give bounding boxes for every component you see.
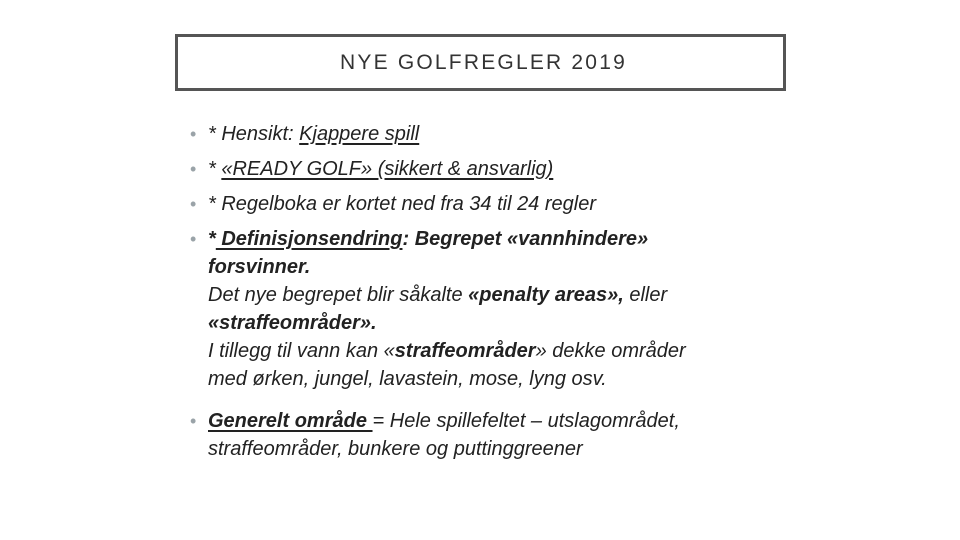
- definition-underlined: Definisjonsendring: [215, 228, 403, 250]
- bullet-item-general-area: [190, 407, 830, 463]
- definition-prefix: *: [208, 228, 216, 250]
- definition-line-6: med ørken, jungel, lavastein, mose, lyng osv.: [208, 368, 607, 390]
- title-box: [175, 34, 786, 91]
- definition-after-underline: : Begrepet «vannhindere»: [402, 228, 649, 250]
- definition-line-3-a: Det nye begrepet blir såkalte: [208, 284, 469, 306]
- bullet-ready-golf-prefix: *: [208, 158, 222, 180]
- bullet-item-ready-golf: [190, 155, 830, 183]
- definition-line-5-a: I tillegg til vann kan «: [208, 340, 395, 362]
- bullet-list: [190, 120, 830, 472]
- bullet-rulebook-text: * Regelboka er kortet ned fra 34 til 24 regler: [208, 193, 596, 215]
- bullet-dot-icon: •: [190, 229, 197, 249]
- bullet-item-purpose: [190, 120, 830, 148]
- general-area-underlined: Generelt område: [208, 410, 373, 432]
- definition-line-4: «straffeområder».: [208, 312, 377, 334]
- definition-line-3-b: eller: [623, 284, 668, 306]
- definition-line-5-b: » dekke områder: [535, 340, 686, 362]
- definition-line-3: [208, 281, 830, 309]
- general-area-line-1: [208, 407, 830, 435]
- definition-line-3-bold: «penalty areas»,: [468, 284, 624, 306]
- definition-line-5-bold: straffeområder: [394, 340, 536, 362]
- bullet-ready-golf-underlined: «READY GOLF» (sikkert & ansvarlig): [221, 158, 554, 180]
- slide-title: NYE GOLFREGLER 2019: [340, 50, 627, 74]
- bullet-item-rulebook: [190, 190, 830, 218]
- bullet-dot-icon: •: [190, 194, 197, 214]
- bullet-dot-icon: •: [190, 411, 197, 431]
- definition-line-5: [208, 337, 830, 365]
- bullet-purpose-underlined: Kjappere spill: [299, 123, 420, 145]
- bullet-item-definition-change: [190, 225, 830, 393]
- definition-line-2: forsvinner.: [208, 256, 311, 278]
- general-area-after-underline: = Hele spillefeltet – utslagområdet,: [372, 410, 680, 432]
- general-area-line-2: straffeområder, bunkere og puttinggreener: [208, 438, 583, 460]
- bullet-dot-icon: •: [190, 159, 197, 179]
- bullet-dot-icon: •: [190, 124, 197, 144]
- bullet-purpose-prefix: * Hensikt:: [208, 123, 300, 145]
- definition-line-1: [208, 225, 830, 253]
